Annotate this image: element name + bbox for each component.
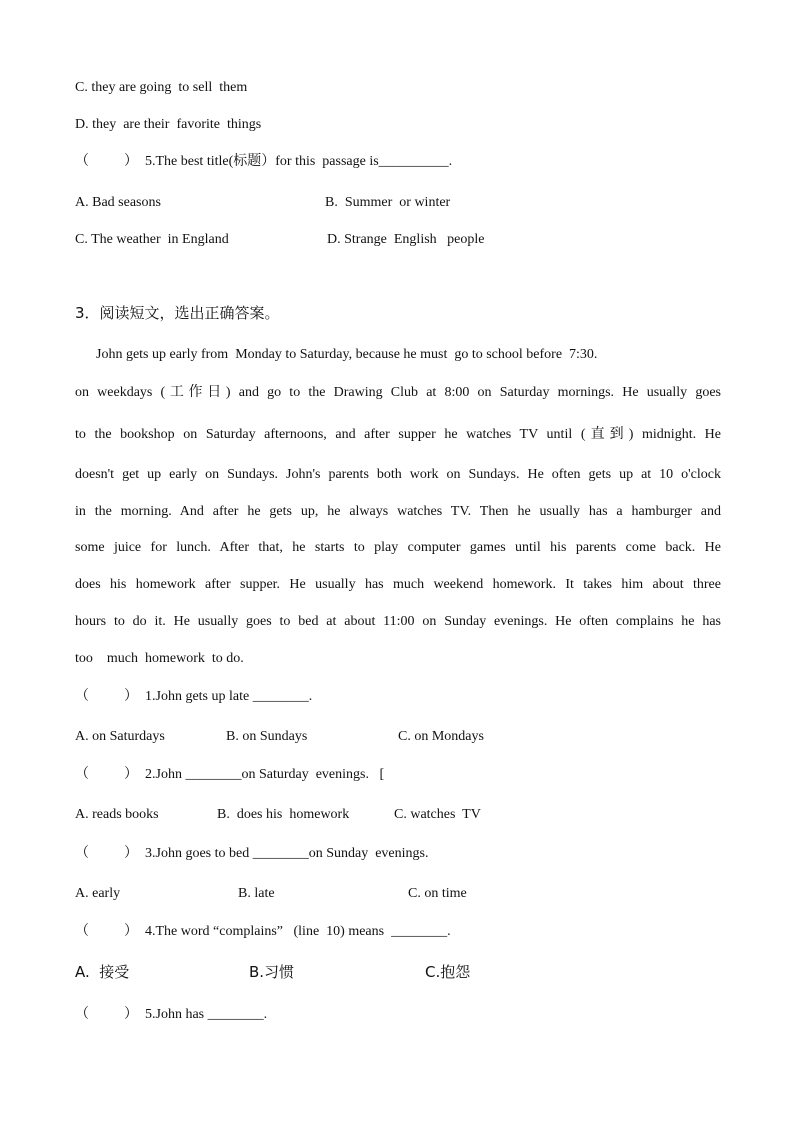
- question-4-stem: （ ） 4.The word “complains” (line 10) means ________.: [75, 924, 451, 939]
- q4-option-c: C.抱怨: [425, 963, 471, 981]
- option-c: C. The weather in England: [75, 232, 229, 247]
- passage-line: on weekdays (工作日) and go to the Drawing Club at 8:00 on Saturday mornings. He usually goes: [75, 385, 721, 400]
- question-5-stem-section3: （ ） 5.John has ________.: [75, 1007, 268, 1022]
- q1-option-c: C. on Mondays: [398, 729, 484, 744]
- q1-option-a: A. on Saturdays: [75, 729, 165, 744]
- q4-option-a: A. 接受: [75, 963, 130, 981]
- section-heading: 3．阅读短文，选出正确答案。: [75, 304, 280, 322]
- q4-option-b: B.习惯: [249, 963, 295, 981]
- question-1-stem: （ ） 1.John gets up late ________.: [75, 689, 313, 704]
- q2-option-c: C. watches TV: [394, 807, 481, 822]
- option-d-line: D. they are their favorite things: [75, 117, 262, 132]
- q1-option-b: B. on Sundays: [226, 729, 308, 744]
- passage-line: John gets up early from Monday to Saturday, because he must go to school before 7:30.: [75, 347, 598, 362]
- passage-line: to the bookshop on Saturday afternoons, and after supper he watches TV until (直到) midnight. He: [75, 427, 721, 442]
- question-5-stem: （ ） 5.The best title(标题）for this passage is__________.: [75, 154, 453, 169]
- passage-line: too much homework to do.: [75, 651, 244, 666]
- q3-option-c: C. on time: [408, 886, 467, 901]
- q3-option-b: B. late: [238, 886, 275, 901]
- question-2-stem: （ ） 2.John ________on Saturday evenings. [: [75, 767, 385, 782]
- option-d: D. Strange English people: [327, 232, 485, 247]
- passage-line: doesn't get up early on Sundays. John's parents both work on Sundays. He often gets up at 10 o'clock: [75, 467, 721, 482]
- q3-option-a: A. early: [75, 886, 121, 901]
- passage-line: some juice for lunch. After that, he starts to play computer games until his parents come back. He: [75, 540, 721, 555]
- q2-option-b: B. does his homework: [217, 807, 350, 822]
- option-c-line: C. they are going to sell them: [75, 80, 248, 95]
- q2-option-a: A. reads books: [75, 807, 159, 822]
- passage-line: in the morning. And after he gets up, he always watches TV. Then he usually has a hamburger and: [75, 504, 721, 519]
- passage-line: does his homework after supper. He usually has much weekend homework. It takes him about three: [75, 577, 721, 592]
- question-3-stem: （ ） 3.John goes to bed ________on Sunday evenings.: [75, 846, 429, 861]
- passage-line: hours to do it. He usually goes to bed at about 11:00 on Sunday evenings. He often complains he has: [75, 614, 721, 629]
- option-b: B. Summer or winter: [325, 195, 451, 210]
- option-a: A. Bad seasons: [75, 195, 161, 210]
